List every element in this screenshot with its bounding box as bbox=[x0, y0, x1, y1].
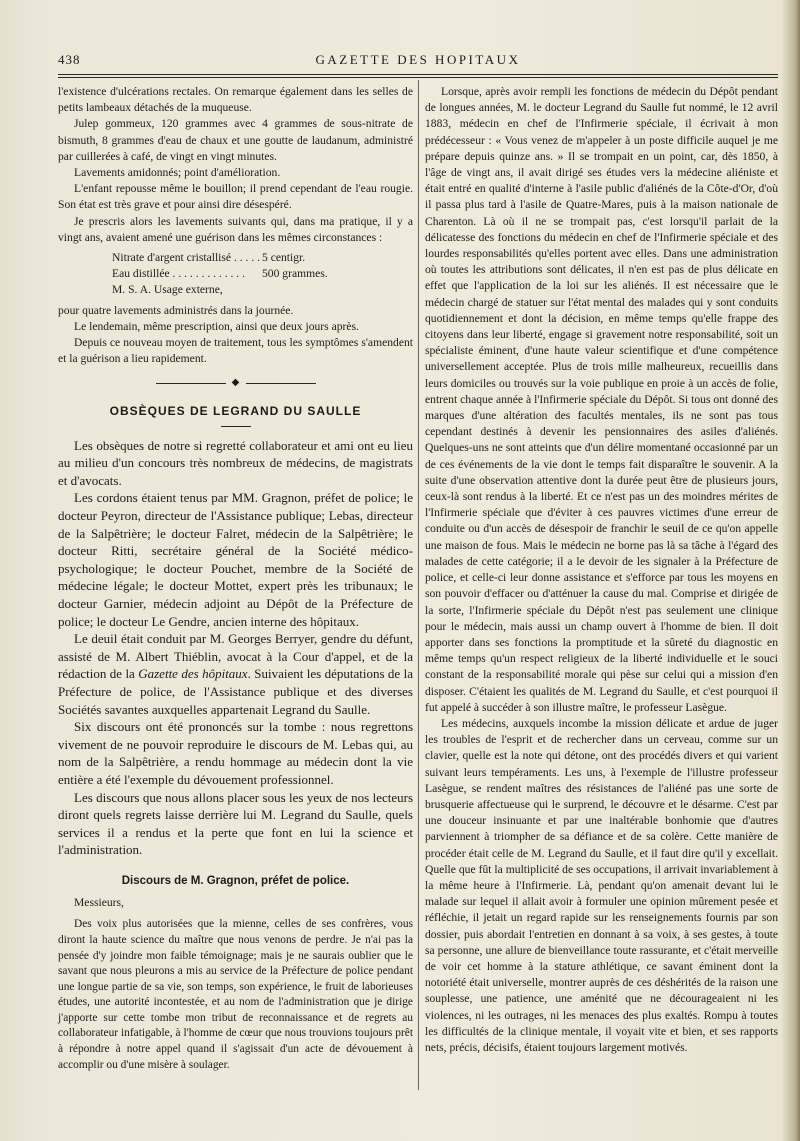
prescription bbox=[112, 250, 413, 299]
prescription-line bbox=[112, 266, 413, 282]
paragraph: l'existence d'ulcérations rectales. On remarque également dans les selles de petits lambeaux détachés de la muqueuse. bbox=[58, 85, 413, 115]
speech-title: Discours de M. Gragnon, préfet de police. bbox=[121, 874, 350, 887]
ingredient-quantity: 500 grammes. bbox=[262, 267, 328, 281]
column-divider bbox=[418, 80, 419, 1090]
ingredient-name: Eau distillée . . . bbox=[112, 266, 262, 282]
section-ornament: ◆ bbox=[156, 379, 316, 387]
paragraph: Je prescris alors les lavements suivants qui, dans ma pratique, il y a vingt ans, avaient amené une guérison dans les mêmes circonstances : bbox=[58, 214, 413, 244]
paragraph: L'enfant repousse même le bouillon; il prend cependant de l'eau rougie. Son état est très grave et pour ainsi dire désespéré. bbox=[58, 182, 413, 212]
paragraph: Julep gommeux, 120 grammes avec 4 grammes de sous-nitrate de bismuth, 8 grammes d'eau de chaux et une goutte de laudanum, administré par cuillerées à café, de vingt en vingt minutes. bbox=[58, 117, 413, 163]
paragraph: Les obsèques de notre si regretté collaborateur et ami ont eu lieu au milieu d'un concours très nombreux de médecins, de magistrats et d'avocats. bbox=[58, 437, 413, 488]
paragraph: Les cordons étaient tenus par MM. Gragnon, préfet de police; le docteur Peyron, directeur de l'Assistance publique; Lebas, directeur de la Salpêtrière; le docteur Falret, médecin de la Salpêtrière; le docteur Ritti, secrétaire général de la Société médico-psychologique; le docteur Pouchet, membre de la Société de médecine légale; le docteur Mottet, expert près les tribunaux; le docteur Garnier, médecin adjoint au Dépôt de la Préfecture de police; le docteur Le Gendre, ancien interne des hôpitaux. bbox=[58, 490, 413, 629]
obituary-text bbox=[58, 437, 413, 859]
paragraph: Les discours que nous allons placer sous les yeux de nos lecteurs diront quels regrets laisse derrière lui M. Legrand du Saulle, quels services il a rendus et la perte que font en lui la science et l'administration. bbox=[58, 789, 413, 858]
salutation: Messieurs, bbox=[74, 896, 124, 910]
text-run: Le deuil était conduit par M. Georges Berryer, gendre du défunt, assisté de M. Albert Thiéblin, avocat à la Cour d'appel, et de la rédaction de la bbox=[58, 631, 413, 682]
running-title: GAZETTE DES HOPITAUX bbox=[315, 52, 521, 67]
left-column bbox=[58, 84, 413, 1073]
ingredient-name: Nitrate d'argent cristallisé . . . bbox=[112, 250, 262, 266]
paragraph: Des voix plus autorisées que la mienne, celles de ses confrères, vous diront la haute science du maître que nous venons de perdre. Je n'ai pas la pensée d'y joindre mon faible témoignage; mais je ne saurais oublier que le savant que nous pleurons a mis au service de la Préfecture de police pendant une longue partie de sa vie, son temps, son expérience, le fruit de laborieuses études, une autorité incontestée, et au nom de l'administration que je dirige j'apporte sur cette tombe mon tribut de reconnaissance et de regrets au collaborateur infatigable, à l'homme de cœur que nous trouvions toujours prêt à répondre à notre appel quand il s'agissait d'un acte de dévouement à accomplir ou d'une misère à soulager. bbox=[58, 918, 413, 1071]
paragraph: Lavements amidonnés; point d'amélioration. bbox=[74, 166, 281, 180]
text-run: . Suivaient les députations de la Préfecture de police, de l'Assistance publique et des diverses Sociétés savantes auxquelles appartenait Legrand du Saulle. bbox=[58, 666, 413, 717]
paragraph: Lorsque, après avoir rempli les fonctions de médecin du Dépôt pendant de longues années, M. le docteur Legrand du Saulle fut nommé, le 12 avril 1883, médecin en chef de l'Infirmerie spéciale, il écrivait à mon prédécesseur : « Vous venez de m'appeler à un poste difficile auquel je me prépare depuis quinze ans. » Il se trompait en un point, car, dès 1850, à l'âge de vingt ans, il avait dirigé ses études vers la médecine aliéniste et était entré en qualité d'interne à l'asile public d'aliénés de la Côte-d'Or, d'où il passa plus tard à l'asile de Quatre-Mares, puis à la maison nationale de Charenton. Là où il ne se trompait pas, c'est lorsqu'il parlait de la délicatesse des fonctions du médecin en chef de l'Infirmerie spéciale et des lourdes responsabilités qu'elles portent avec elles. Dans une administration où toutes les attributions sont délicates, il n'en est pas de plus délicate en effet que l'application de la loi sur les aliénés. Il est nécessaire que le médecin chargé de statuer sur l'état mental des malades qui y sont conduits quotidiennement et dont la décision, en même temps qu'elle frappe des citoyens dans leur liberté, engage si gravement notre responsabilité, soit un spécialiste éminent, d'une haute valeur scientifique et d'une compétence universellement acceptée. Plus de trois mille malheureux, recueillis dans leurs domiciles ou trouvés sur la voie publique en proie à un accès de folie, entrent chaque année à l'Infirmerie spéciale du Dépôt. Si tous ont donné des marques d'une altération des facultés mentales, ils ne sont pas tous cependant destinés à devenir les pensionnaires des asiles d'aliénés. Quelques-uns ne sont atteints que d'un délire momentané occasionné par un de ces événements de la vie dont le temps fait disparaître le souvenir. A la suite d'une observation attentive dont la durée peut être de plusieurs jours, ceux-là sont rendus à la liberté. Et ce n'est pas un des moindres mérites de l'Infirmerie spéciale que d'éviter à ces pauvres victimes d'une erreur de conduite ou d'un accès de désespoir de franchir le seuil de ce qu'on appelle une maison de fous. Mais le médecin ne borne pas là sa tâche à l'égard des malades de cette catégorie; il a le devoir de les signaler à la Préfecture de police, et celle-ci leur donne assistance et s'efforce par tous les moyens en son pouvoir d'effacer ou d'atténuer la cause du mal. Comprise et dirigée de la sorte, l'Infirmerie spéciale du Dépôt n'est pas seulement une clinique pour le médecin, mais aussi un champ ouvert à l'homme de bien. Il doit apporter dans ses fonctions la promptitude et la sûreté du diagnostic en même temps qu'un respect religieux de la liberté individuelle et le souci constant de la responsabilité morale qui pèse sur celui qui a mission d'en disposer. C'étaient les qualités de M. Legrand du Saulle, et c'est pourquoi il fut appelé à succéder à son illustre maître, le professeur Lasègue. bbox=[425, 85, 778, 714]
paragraph bbox=[58, 630, 413, 718]
header-rule-top bbox=[58, 74, 778, 75]
header-rule-bottom bbox=[58, 77, 778, 78]
paragraph: Le lendemain, même prescription, ainsi que deux jours après. bbox=[74, 319, 359, 333]
paragraph: Depuis ce nouveau moyen de traitement, tous les symptômes s'amendent et la guérison a lieu rapidement. bbox=[58, 336, 413, 366]
page-header bbox=[58, 52, 778, 72]
page-number: 438 bbox=[58, 52, 81, 67]
paragraph: pour quatre lavements administrés dans la journée. bbox=[58, 303, 294, 317]
ingredient-quantity: 5 centigr. bbox=[262, 251, 306, 265]
journal-title: Gazette des hôpitaux bbox=[138, 666, 248, 682]
prescription-line bbox=[112, 250, 413, 266]
right-column bbox=[425, 84, 778, 1056]
paragraph: Six discours ont été prononcés sur la tombe : nous regrettons vivement de ne pouvoir reproduire le discours de M. Lebas qui, au nom de la Salpêtrière, a rendu hommage au médecin dont la vie entière a été l'exemple du dévouement professionnel. bbox=[58, 719, 413, 787]
title-rule bbox=[221, 426, 251, 427]
prescription-usage: M. S. A. Usage externe, bbox=[112, 283, 223, 297]
paragraph: Les médecins, auxquels incombe la mission délicate et ardue de juger les troubles de l'esprit et de rechercher dans un cerveau, comme sur un clavier, quelle est la note qui détone, ont des procédés divers et qui varient suivant leurs tempéraments. Les uns, à l'exemple de l'illustre professeur Lasègue, se rendent maîtres des résistances de l'aliéné pas une sorte de brusquerie affectueuse qui le surprend, le découvre et le désarme. C'est par une douceur insinuante et par une inaltérable bonhomie que d'autres parviennent à triompher de sa défiance et de sa colère. Cette manière de procéder était celle de M. Legrand du Saulle, et il faut dire qu'il y excellait. Quelle que fût la multiplicité de ses occupations, il arrivait invariablement à la même heure à l'Infirmerie. Là, pendant qu'on amenait devant lui le malade sur lequel il allait avoir à formuler une opinion mûrement pesée et réfléchie, il jetait un regard rapide sur les renseignements fournis par son dossier, puis abordait l'entretien en donnant à sa voix, à ses gestes, à toute sa personne, une allure de bienveillance toute rassurante, et c'était merveille de voir cet homme à la stature athlétique, ce savant éminent dont la notoriété était universelle, montrer auprès de ces déshérités de la raison une souplesse, une patience, une aménité que ne décourageaient ni les violences, ni les outrages, ni les menaces des plus exaltés. Rompu à toutes les difficultés de la clinique mentale, il voyait vite et bien, et ses rapports nets, précis, décisifs, étaient toujours largement motivés. bbox=[425, 716, 778, 1054]
section-title: OBSÈQUES DE LEGRAND DU SAULLE bbox=[109, 404, 362, 419]
page-edge-shadow bbox=[782, 0, 800, 1141]
